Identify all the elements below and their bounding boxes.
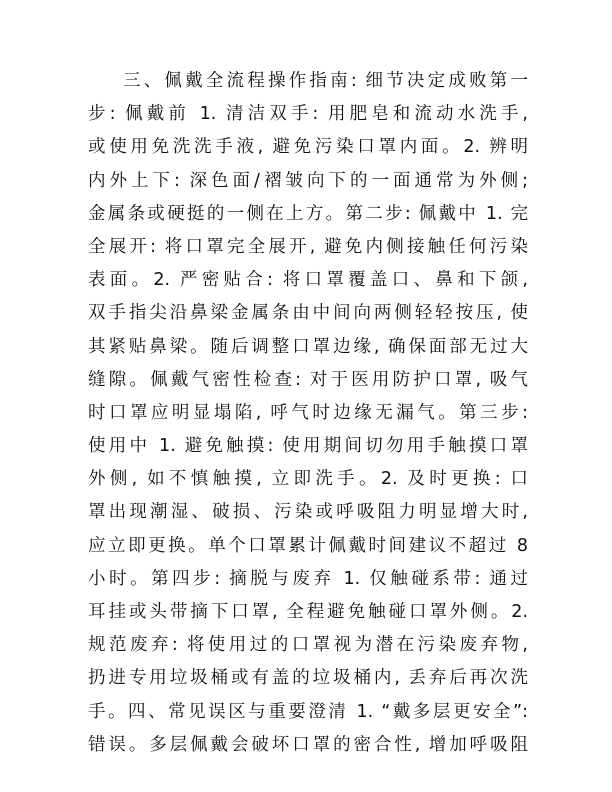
text-line: 规范废弃: 将使用过的口罩视为潜在污染废弃物,: [88, 635, 528, 656]
text-line: 外侧, 如不慎触摸, 立即洗手。2. 及时更换: 口: [88, 469, 528, 490]
text-line: 时口罩应明显塌陷, 呼气时边缘无漏气。第三步:: [88, 402, 528, 423]
body-text: [88, 65, 528, 762]
text-line: 步: 佩戴前 1. 清洁双手: 用肥皂和流动水洗手,: [88, 104, 528, 125]
text-line: 小时。第四步: 摘脱与废弃 1. 仅触碰系带: 通过: [88, 568, 528, 589]
text-line: 应立即更换。单个口罩累计佩戴时间建议不超过 8: [88, 535, 528, 556]
text-line: 手。四、常见误区与重要澄清 1. “戴多层更安全”:: [88, 701, 528, 722]
text-line: 或使用免洗洗手液, 避免污染口罩内面。2. 辨明: [88, 137, 528, 158]
text-line: 全展开: 将口罩完全展开, 避免内侧接触任何污染: [88, 236, 528, 257]
text-line: 其紧贴鼻梁。随后调整口罩边缘, 确保面部无过大: [88, 336, 528, 357]
text-line: 耳挂或头带摘下口罩, 全程避免触碰口罩外侧。2.: [88, 602, 528, 622]
text-line: 错误。多层佩戴会破坏口罩的密合性, 增加呼吸阻: [88, 734, 528, 755]
text-line: 缝隙。佩戴气密性检查: 对于医用防护口罩, 吸气: [88, 369, 528, 390]
text-line: 使用中 1. 避免触摸: 使用期间切勿用手触摸口罩: [88, 436, 528, 457]
text-line: 表面。2. 严密贴合: 将口罩覆盖口、鼻和下颌,: [88, 270, 528, 291]
text-line: 三、佩戴全流程操作指南: 细节决定成败第一: [123, 71, 528, 91]
text-line: 双手指尖沿鼻梁金属条由中间向两侧轻轻按压, 使: [88, 303, 528, 324]
text-line: 内外上下: 深色面/褶皱向下的一面通常为外侧;: [88, 170, 528, 191]
text-line: 扔进专用垃圾桶或有盖的垃圾桶内, 丢弃后再次洗: [88, 668, 528, 689]
text-line: 罩出现潮湿、破损、污染或呼吸阻力明显增大时,: [88, 502, 528, 523]
text-line: 金属条或硬挺的一侧在上方。第二步: 佩戴中 1. 完: [88, 203, 528, 224]
